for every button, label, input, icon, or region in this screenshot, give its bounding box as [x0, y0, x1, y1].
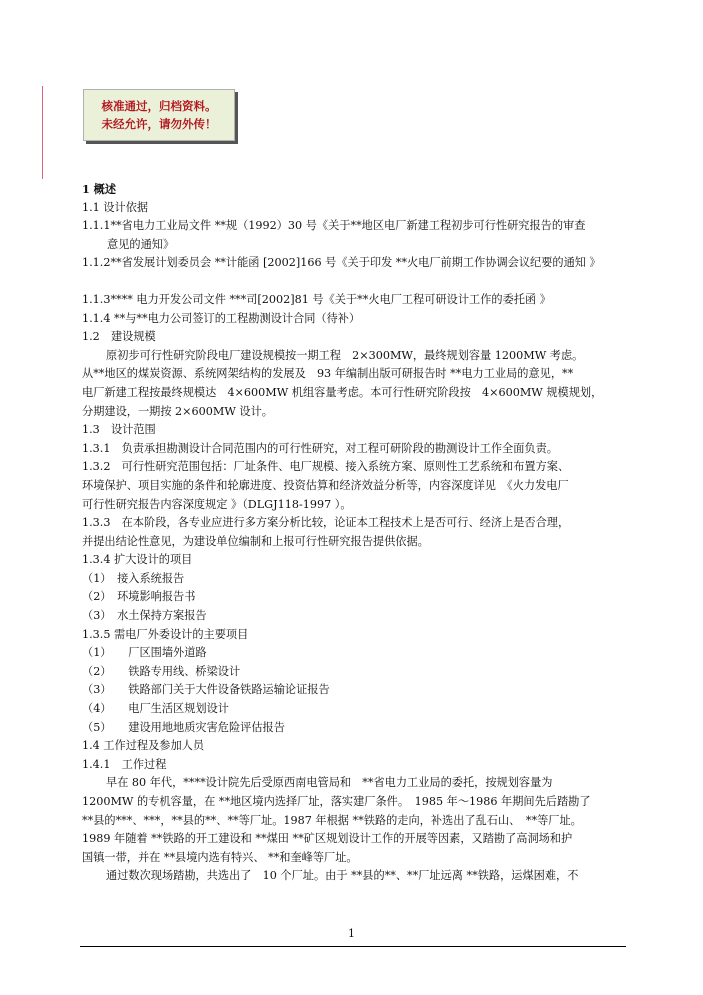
text-line: 1.3.2 可行性研究范围包括：厂址条件、电厂规模、接入系统方案、原则性工艺系统和布置方案、 [82, 460, 570, 474]
text-line: 1.1.4 **与**电力公司签订的工程勘测设计合同（待补） [82, 311, 361, 325]
text-line: 1 概述 [82, 182, 117, 196]
text-line: 可行性研究报告内容深度规定 》（DLGJ118-1997 ）。 [82, 497, 352, 511]
text-line: 环境保护、项目实施的条件和轮廓进度、投资估算和经济效益分析等，内容深度详见 《火力发电厂 [82, 478, 569, 492]
text-line: 1.1.3**** 电力开发公司文件 ***司[2002]81 号《关于**火电厂工程可研设计工作的委托函 》 [82, 292, 551, 306]
text-line: 1.4 工作过程及参加人员 [82, 739, 205, 753]
text-line: 1200MW 的专机容量，在 **地区境内选择厂址，落实建厂条件。 1985 年～1986 年期间先后踏勘了 [82, 795, 591, 808]
stamp-line-2: 未经允许，请勿外传！ [101, 117, 217, 131]
text-line: （4） 电厂生活区规划设计 [82, 702, 229, 716]
text-line: 早在 80 年代，****设计院先后受原西南电管局和 **省电力工业局的委托，按规划容量为 [106, 776, 553, 790]
text-line: （2） 环境影响报告书 [82, 590, 196, 604]
footer-rule [80, 946, 626, 947]
text-line: 1.1.1**省电力工业局文件 **规（1992）30 号《关于**地区电厂新建工程初步可行性研究报告的审查 [82, 219, 586, 233]
text-line: 从**地区的煤炭资源、系统网架结构的发展及 93 年编制出版可研报告时 **电力工业局的意见，** [82, 367, 574, 381]
text-line: 1.3.1 负责承担勘测设计合同范围内的可行性研究，对工程可研阶段的勘测设计工作全面负责。 [82, 441, 558, 455]
text-line: 1.1 设计依据 [82, 200, 149, 214]
text-line: （3） 水土保持方案报告 [82, 609, 207, 623]
text-line: 国镇一带，并在 **县境内选有特兴、 **和奎峰等厂址。 [82, 850, 358, 864]
text-line: 1.3.4 扩大设计的项目 [82, 553, 193, 567]
text-line: 1989 年随着 **铁路的开工建设和 **煤田 **矿区规划设计工作的开展等因素，又踏勘了高洞场和护 [82, 832, 573, 846]
text-line: （5） 建设用地地质灾害危险评估报告 [82, 720, 285, 734]
text-line: 1.3.3 在本阶段，各专业应进行多方案分析比较，论证本工程技术上是否可行、经济上是否合理， [82, 516, 570, 530]
text-line: 分期建设，一期按 2×600MW 设计。 [82, 404, 273, 418]
text-line: （3） 铁路部门关于大件设备铁路运输论证报告 [82, 683, 330, 697]
text-line: 1.3.5 需电厂外委设计的主要项目 [82, 627, 249, 641]
text-line: （1） 接入系统报告 [82, 571, 185, 585]
text-line: 1.2 建设规模 [82, 330, 156, 344]
text-line: （1） 厂区围墙外道路 [82, 646, 207, 660]
text-line: 通过数次现场踏勘，共选出了 10 个厂址。由于 **县的**、**厂址远离 **铁路，运煤困难，不 [106, 869, 579, 883]
text-line: **县的***、***，**县的**、**等厂址。1987 年根据 **铁路的走向，补选出了乱石山、 **等厂址。 [82, 813, 582, 827]
text-line: 原初步可行性研究阶段电厂建设规模按一期工程 2×300MW，最终规划容量 1200MW 考虑。 [106, 348, 584, 362]
text-line: 1.3 设计范围 [82, 423, 156, 437]
page-number: 1 [348, 927, 355, 940]
stamp-line-1: 核准通过，归档资料。 [101, 99, 217, 113]
text-line: 并提出结论性意见，为建设单位编制和上报可行性研究报告提供依据。 [82, 534, 429, 548]
text-line: （2） 铁路专用线、桥梁设计 [82, 664, 241, 678]
document-body [82, 180, 627, 886]
approval-stamp [83, 89, 235, 141]
margin-red-line [42, 86, 43, 179]
text-line: 1.4.1 工作过程 [82, 757, 167, 771]
text-line: 电厂新建工程按最终规模达 4×600MW 机组容量考虑。本可行性研究阶段按 4×600MW 规模规划， [82, 385, 603, 399]
text-line: 1.1.2**省发展计划委员会 **计能函 [2002]166 号《关于印发 **火电厂前期工作协调会议纪要的通知 》 [82, 256, 601, 270]
text-line: 意见的通知》 [107, 237, 175, 251]
blank-line [82, 273, 627, 291]
